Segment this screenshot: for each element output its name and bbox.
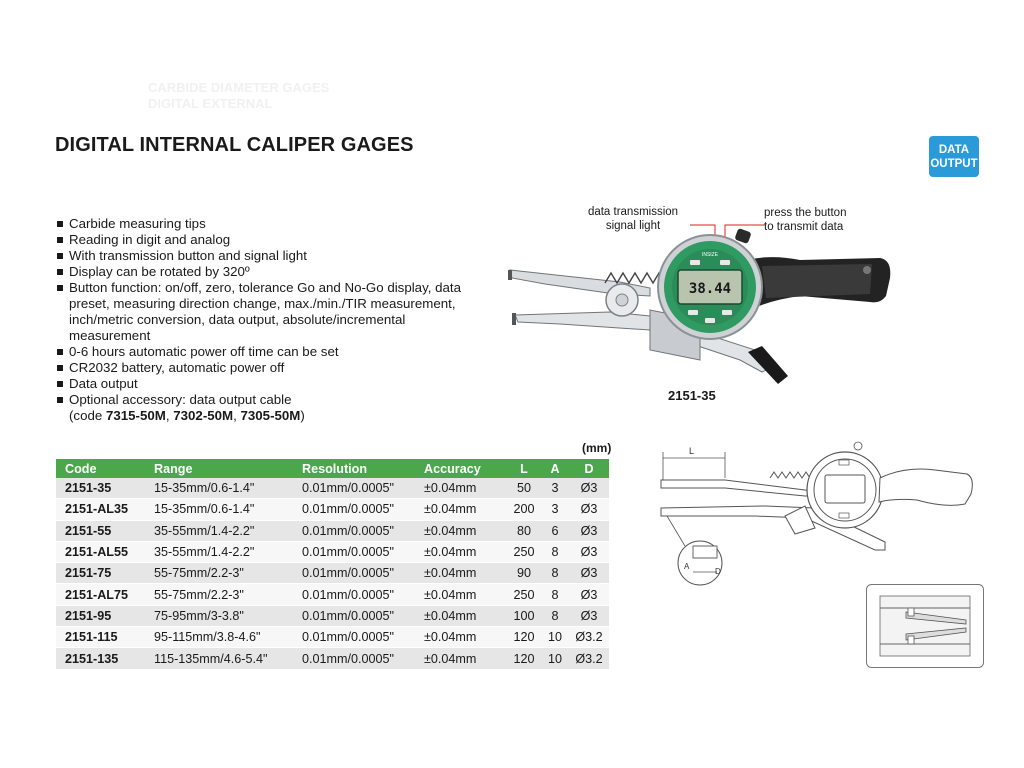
model-label: 2151-35 <box>668 388 716 403</box>
cell-range: 15-35mm/0.6-1.4" <box>145 499 293 520</box>
table-row <box>56 584 609 605</box>
cell-accuracy: ±0.04mm <box>415 605 507 626</box>
feature-item: Data output <box>56 376 476 392</box>
cell-d: Ø3 <box>569 605 609 626</box>
usage-tip <box>908 608 914 616</box>
cell-resolution: 0.01mm/0.0005" <box>293 499 415 520</box>
cell-accuracy: ±0.04mm <box>415 478 507 499</box>
feature-list <box>56 216 476 424</box>
feature-item: 0-6 hours automatic power off time can be set <box>56 344 476 360</box>
diagram-handle <box>879 469 972 505</box>
cell-a: 3 <box>541 478 569 499</box>
accessory-line: Optional accessory: data output cable <box>69 392 292 407</box>
cell-d: Ø3 <box>569 563 609 584</box>
accessory-sep: , <box>233 408 241 423</box>
label-L: L <box>689 446 695 456</box>
cell-a: 8 <box>541 541 569 562</box>
cell-d: Ø3 <box>569 584 609 605</box>
cell-accuracy: ±0.04mm <box>415 648 507 669</box>
dial-button <box>720 260 730 265</box>
tip-detail <box>693 546 717 558</box>
cell-resolution: 0.01mm/0.0005" <box>293 563 415 584</box>
cell-l: 100 <box>507 605 541 626</box>
ghost-line: CARBIDE DIAMETER GAGES <box>148 80 330 95</box>
dial-button <box>705 318 715 323</box>
accessory-suffix: ) <box>300 408 305 423</box>
cell-a: 10 <box>541 627 569 648</box>
accessory-code: 7305-50M <box>240 408 301 423</box>
usage-tip <box>908 636 914 644</box>
dial-button <box>688 310 698 315</box>
table-row <box>56 605 609 626</box>
usage-bore <box>880 596 970 656</box>
cell-l: 50 <box>507 478 541 499</box>
diagram-btn <box>839 460 849 465</box>
cell-l: 120 <box>507 648 541 669</box>
detail-pointer <box>667 516 685 546</box>
cell-code: 2151-55 <box>56 520 145 541</box>
cell-code: 2151-75 <box>56 563 145 584</box>
cell-resolution: 0.01mm/0.0005" <box>293 605 415 626</box>
cell-l: 250 <box>507 541 541 562</box>
cell-range: 95-115mm/3.8-4.6" <box>145 627 293 648</box>
callout-line: press the button <box>764 207 847 219</box>
ghost-heading <box>148 80 329 112</box>
cell-resolution: 0.01mm/0.0005" <box>293 648 415 669</box>
cell-resolution: 0.01mm/0.0005" <box>293 478 415 499</box>
diagram-lcd <box>825 475 865 503</box>
handle-screw <box>863 266 871 274</box>
cell-range: 55-75mm/2.2-3" <box>145 584 293 605</box>
dimension-diagram <box>655 438 995 588</box>
cell-d: Ø3.2 <box>569 648 609 669</box>
feature-item: Display can be rotated by 320º <box>56 264 476 280</box>
dial-button <box>722 310 732 315</box>
badge-line: OUTPUT <box>930 157 978 170</box>
cell-l: 200 <box>507 499 541 520</box>
cell-a: 8 <box>541 563 569 584</box>
table-row <box>56 499 609 520</box>
page-title: DIGITAL INTERNAL CALIPER GAGES <box>55 134 414 156</box>
cell-l: 80 <box>507 520 541 541</box>
cell-range: 55-75mm/2.2-3" <box>145 563 293 584</box>
cell-l: 90 <box>507 563 541 584</box>
pivot-knob-center <box>616 294 628 306</box>
ghost-line: DIGITAL EXTERNAL <box>148 96 273 111</box>
cell-a: 8 <box>541 605 569 626</box>
cell-accuracy: ±0.04mm <box>415 584 507 605</box>
cell-a: 10 <box>541 648 569 669</box>
cell-code: 2151-135 <box>56 648 145 669</box>
unit-note: (mm) <box>582 441 612 455</box>
table-row <box>56 627 609 648</box>
feature-item: Button function: on/off, zero, tolerance Go and No-Go display, data preset, measuring direction change, max./min./TIR measurement, inch/metric conversion, data output, absolute/incremental measurement <box>56 280 476 344</box>
cell-a: 8 <box>541 584 569 605</box>
label-D: D <box>715 567 721 576</box>
display-reading: 38.44 <box>688 281 732 297</box>
cell-code: 2151-35 <box>56 478 145 499</box>
cell-accuracy: ±0.04mm <box>415 520 507 541</box>
cell-code: 2151-AL55 <box>56 541 145 562</box>
cell-l: 120 <box>507 627 541 648</box>
cell-range: 15-35mm/0.6-1.4" <box>145 478 293 499</box>
callout-line: signal light <box>605 220 661 232</box>
cell-accuracy: ±0.04mm <box>415 541 507 562</box>
cell-resolution: 0.01mm/0.0005" <box>293 520 415 541</box>
cell-code: 2151-AL35 <box>56 499 145 520</box>
spec-table <box>56 459 609 670</box>
cell-d: Ø3 <box>569 478 609 499</box>
table-row <box>56 478 609 499</box>
table-row <box>56 563 609 584</box>
diagram-top-knob <box>854 442 862 450</box>
feature-item: CR2032 battery, automatic power off <box>56 360 476 376</box>
cell-a: 6 <box>541 520 569 541</box>
cell-accuracy: ±0.04mm <box>415 499 507 520</box>
upper-tip <box>508 270 512 280</box>
col-header: A <box>541 459 569 478</box>
cell-code: 2151-AL75 <box>56 584 145 605</box>
feature-item: With transmission button and signal light <box>56 248 476 264</box>
callout-line: to transmit data <box>764 221 844 233</box>
cell-range: 75-95mm/3-3.8" <box>145 605 293 626</box>
caliper-product-image <box>500 200 900 390</box>
table-row <box>56 648 609 669</box>
data-output-badge <box>929 136 979 177</box>
cell-resolution: 0.01mm/0.0005" <box>293 541 415 562</box>
accessory-prefix: (code <box>69 408 106 423</box>
table-row <box>56 541 609 562</box>
col-header: Accuracy <box>415 459 507 478</box>
feature-item-accessory <box>56 392 476 424</box>
diagram-upper-arm <box>661 480 830 496</box>
feature-item: Carbide measuring tips <box>56 216 476 232</box>
badge-line: DATA <box>938 143 970 156</box>
cell-code: 2151-95 <box>56 605 145 626</box>
table-row <box>56 520 609 541</box>
table-header-row <box>56 459 609 478</box>
col-header: D <box>569 459 609 478</box>
feature-item: Reading in digit and analog <box>56 232 476 248</box>
cell-accuracy: ±0.04mm <box>415 563 507 584</box>
cell-accuracy: ±0.04mm <box>415 627 507 648</box>
accessory-code: 7315-50M <box>105 408 166 423</box>
cell-range: 35-55mm/1.4-2.2" <box>145 520 293 541</box>
cell-d: Ø3 <box>569 541 609 562</box>
accessory-sep: , <box>165 408 174 423</box>
col-header: Range <box>145 459 293 478</box>
cell-range: 35-55mm/1.4-2.2" <box>145 541 293 562</box>
col-header: Resolution <box>293 459 415 478</box>
cell-resolution: 0.01mm/0.0005" <box>293 584 415 605</box>
col-header: L <box>507 459 541 478</box>
lower-tip <box>512 313 516 325</box>
diagram-btn <box>839 513 849 518</box>
cell-code: 2151-115 <box>56 627 145 648</box>
callout-line: data transmission <box>587 206 679 218</box>
cell-a: 3 <box>541 499 569 520</box>
usage-illustration <box>866 584 984 668</box>
cell-resolution: 0.01mm/0.0005" <box>293 627 415 648</box>
cell-range: 115-135mm/4.6-5.4" <box>145 648 293 669</box>
cell-d: Ø3 <box>569 520 609 541</box>
cell-l: 250 <box>507 584 541 605</box>
dial-button <box>690 260 700 265</box>
accessory-code: 7302-50M <box>173 408 234 423</box>
col-header: Code <box>56 459 145 478</box>
cell-d: Ø3 <box>569 499 609 520</box>
cell-d: Ø3.2 <box>569 627 609 648</box>
handle-texture <box>762 264 872 298</box>
brand-label: INSIZE <box>701 252 719 258</box>
label-A: A <box>684 562 690 571</box>
